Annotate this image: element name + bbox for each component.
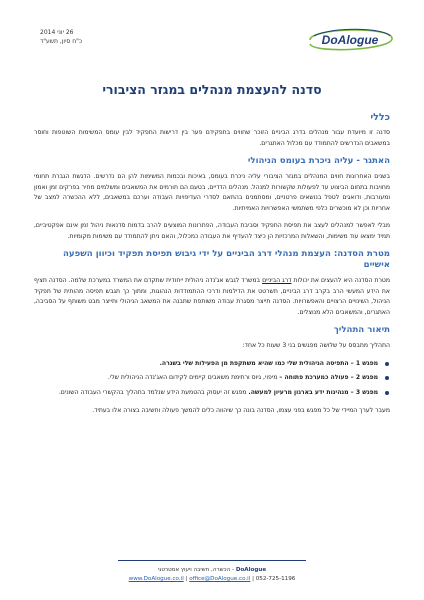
bullet-icon [385,376,389,380]
section-heading-process: תיאור התהליך [333,325,390,335]
bullet-icon [385,391,389,395]
process-intro: התהליך מתבסס על שלושה מפגשים בני 3 שעות כל אחד: [242,342,390,349]
hebrew-date: כ"ח סיון, תשע"ד [40,38,83,45]
session-title: מפגש 2 – פעולה כמערכת פתוחה – [279,374,378,381]
goal-text-start: מטרת הסדנה היא להעצים את יכולות [293,277,391,284]
middle-management-link[interactable]: דרג הביניים [262,277,292,284]
logo-text: DoAlogue [321,33,379,47]
footer-email-link[interactable]: office@DoAlogue.co.il [189,576,251,582]
page-title: סדנה להעצמת מנהלים במגזר הציבורי [102,82,322,97]
list-item [34,373,390,384]
section-heading-challenge: האתגר - עליה ניכרת בעומס הניהולי [247,156,390,166]
general-paragraph: סדנה זו מיועדת עבור מנהלים בדרג הביניים הזוכר שחווים בתפקידם פער בין דרישות התפקיד לבין עומס המשימות השוטפות וחוסר במשאבים הנדרשים להתמודד עם מכלול האתגרים. [34,129,390,147]
gregorian-date: 26 יוני 2014 [40,29,74,36]
footer-line-1 [60,566,364,575]
session-title: מפגש 1 – התפיסה הניהולית שלי כמו שהיא משתקפת מן הפעילות שלי בשגרה. [159,359,378,367]
process-closing: מעבר לערך המיידי של כל מפגש בפני עצמו, הסדנה בונה כך שיהווה כלים להמשך פעולה וחשיבה בצורה אלו בעתיד. [92,407,390,414]
company-logo [304,24,396,56]
document-body [34,112,390,424]
footer-tagline: - הכשרה, חשיבה ויעוץ אסטרטגי [157,567,235,573]
bullet-icon [385,362,389,366]
challenge-paragraph-2: מבלי לאפשר למנהלים לעצב את תפיסת התפקיד וסביבת העבודה, הפתרונות המוצעים להרב בדמות סדנאות ניהול זמן אינם אפקטיביים, תמיד ימצאו עוד משימות, והשאלות המרכזיות הן כיצד להעדיף את העבודה כמכלול, והאם ניתן להתמודד עם משימות מקומיות. [34,222,390,240]
page-footer [60,566,364,584]
footer-site-link[interactable]: www.DoAlogue.co.il [128,576,184,582]
goal-paragraph [34,276,390,318]
session-desc: מפגש זה יעסוק בהטמעת הידע שנלמד בתהליך בהקשרי העבודה השונים. [58,388,247,396]
challenge-paragraph-1: בשנים האחרונות חווים המנהלים במגזר הציבורי עליה ניכרת בעומס, באיכות ובכמות המשימות להן הם נדרשים. הדגשת הגברת תחומי מחויבות בתחום הביצוע עד לפעולות שקשורות למנהל. מנהלים הדדיים, בטעם הם תורמים את המשאבים ומשלמים מחיר בפרקים זמן ואמון ומעורבות, ודואגים לטפל בנושאים פרטניים, ומסתמנים בהתאם לסדרי העדיפויות העבודה וערכם במשאבים, ללא ההכשרה למצב של אחריות וכן לא מוכשרים כלפי משתמשי האפשרויות האמיתיות. [34,173,390,212]
sessions-list [34,359,390,399]
goal-text-end: במשרד לגבש אג'נדה ניהולית ייחודית שתקדם את המשרד במערכת שלמה. הסדנה תציף את הידע המעשי הרב בקרב דרג הביניים, תשרטט את הדילמות ודרכי ההתמודדות הנהוגות, ומתוך כך תגבש תפיסה מהותית של תפקיד הניהול, השינויים הרצויים והאפשרויות. הסדנה תייצר מסגרת עבודה משותפת שתבנה את המשאב הניהולי ותייצר מבט משותף על הסביבה, האתגרים, והמשאבים הלא מנוצלים. [34,277,390,316]
footer-phone: 052-725-1196 [255,576,296,582]
session-desc: מיפוי, גיוס ורתימת משאבים קיימים לקידום האג'נדה הניהולית שלי. [107,374,278,381]
footer-separator: | [252,576,254,582]
footer-line-2 [60,575,364,584]
footer-brand: DoAlogue [235,567,267,573]
footer-separator: | [185,576,188,582]
logo-graphic [304,24,396,56]
section-heading-general: כללי [370,112,390,123]
section-heading-goal: מטרת הסדנה: העצמת מנהלי דרג הביניים על ידי גיבוש תפיסת תפקיד וכיוון השפעה אישיים [63,249,390,270]
session-title: מפגש 3 – מנהיגות ידע בארגון מרעיון למעשה. [248,388,378,396]
list-item [34,388,390,399]
list-item [34,359,390,370]
date-block [40,28,120,46]
footer-divider [118,560,306,561]
